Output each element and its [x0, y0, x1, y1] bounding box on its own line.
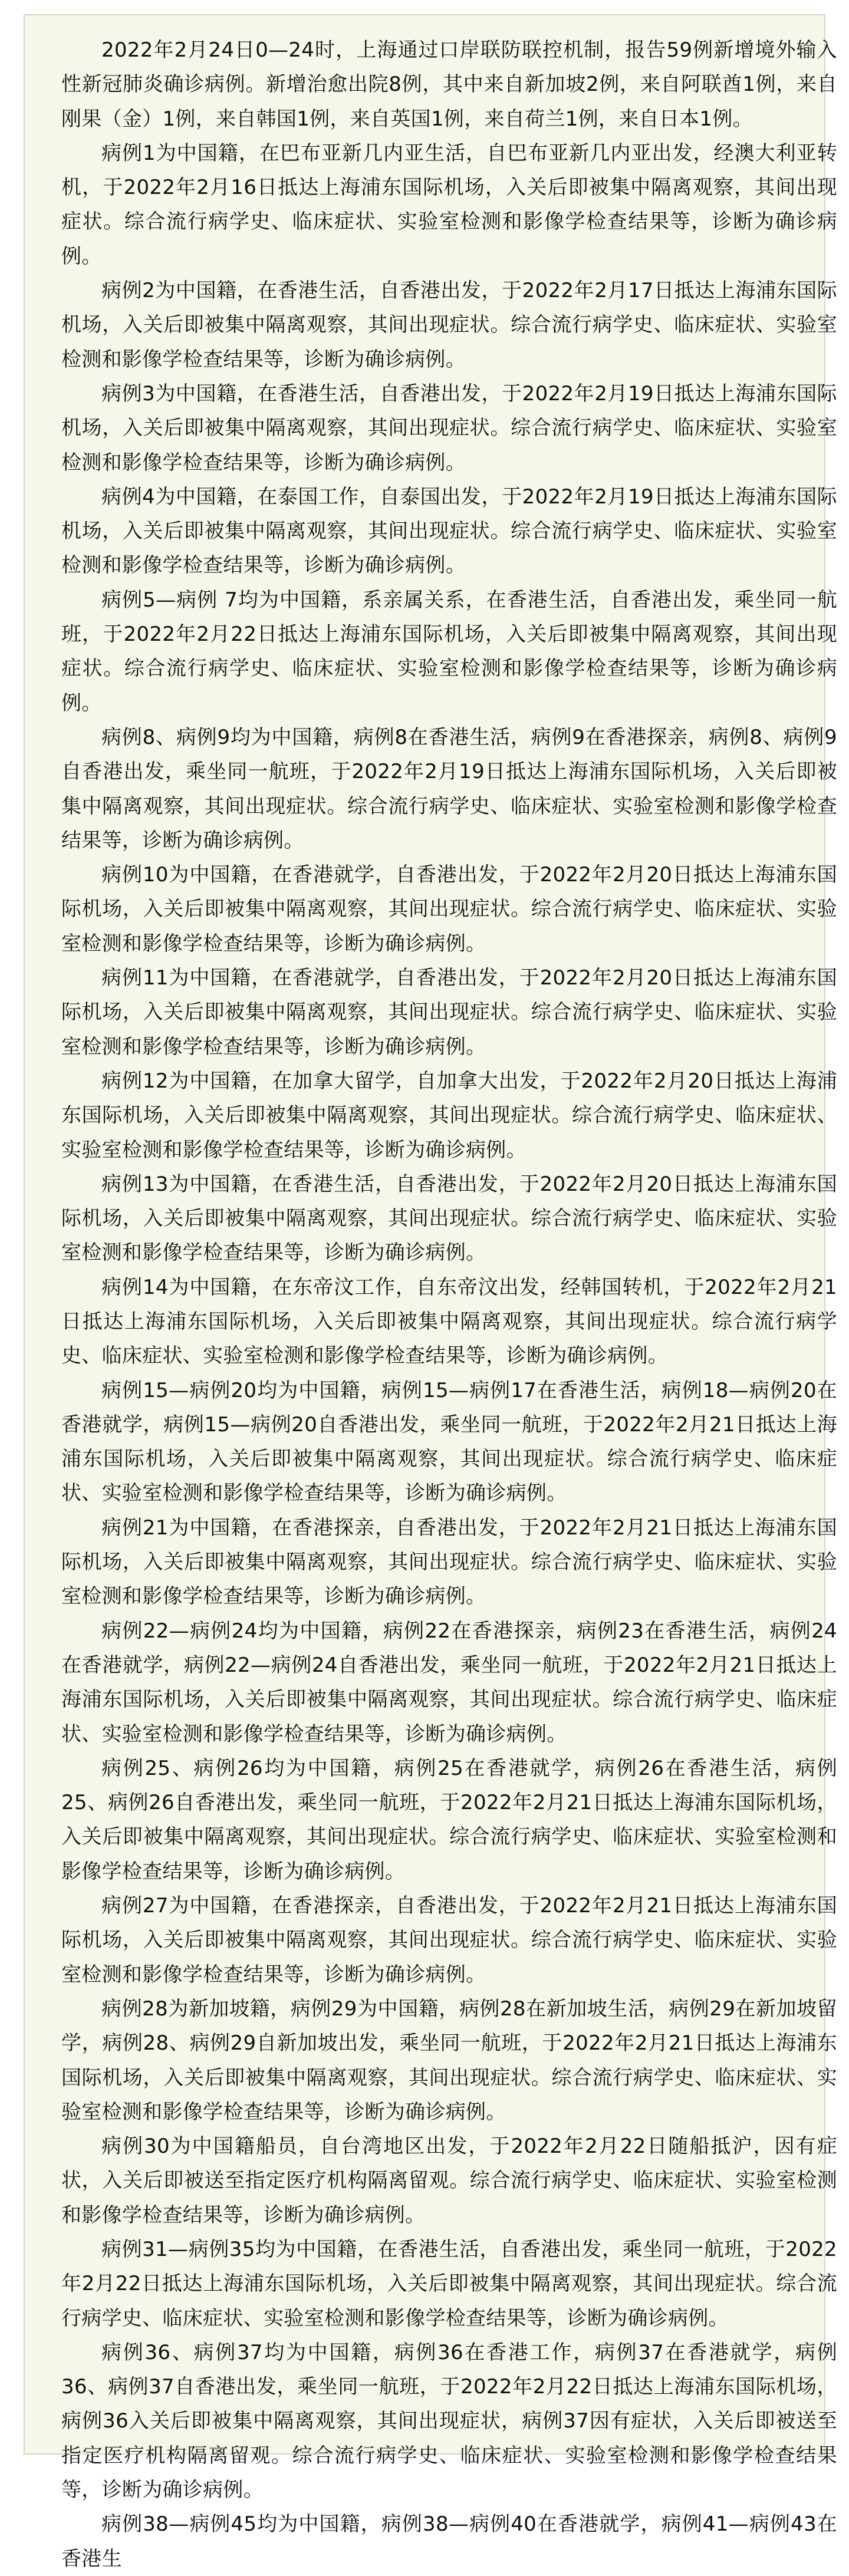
- paragraph: 病例31—病例35均为中国籍，在香港生活，自香港出发，乘坐同一航班，于2022年2月22日抵达上海浦东国际机场，入关后即被集中隔离观察，其间出现症状。综合流行病学史、临床症状、实验室检测和影像学检查结果等，诊断为确诊病例。: [61, 2238, 837, 2330]
- paragraph: 病例11为中国籍，在香港就学，自香港出发，于2022年2月20日抵达上海浦东国际机场，入关后即被集中隔离观察，其间出现症状。综合流行病学史、临床症状、实验室检测和影像学检查结果等，诊断为确诊病例。: [61, 966, 837, 1059]
- paragraph: 病例21为中国籍，在香港探亲，自香港出发，于2022年2月21日抵达上海浦东国际机场，入关后即被集中隔离观察，其间出现症状。综合流行病学史、临床症状、实验室检测和影像学检查结果等，诊断为确诊病例。: [61, 1516, 837, 1609]
- paragraph: 病例36、病例37均为中国籍，病例36在香港工作，病例37在香港就学，病例36、病例37自香港出发，乘坐同一航班，于2022年2月22日抵达上海浦东国际机场，病例36入关后即被集中隔离观察，其间出现症状，病例37因有症状，入关后即被送至指定医疗机构隔离留观。综合流行病学史、临床症状、实验室检测和影像学检查结果等，诊断为确诊病例。: [61, 2340, 837, 2502]
- paragraph: 病例30为中国籍船员，自台湾地区出发，于2022年2月22日随船抵沪，因有症状，入关后即被送至指定医疗机构隔离留观。综合流行病学史、临床症状、实验室检测和影像学检查结果等，诊断为确诊病例。: [61, 2134, 837, 2227]
- paragraph: 病例25、病例26均为中国籍，病例25在香港就学，病例26在香港生活，病例25、病例26自香港出发，乘坐同一航班，于2022年2月21日抵达上海浦东国际机场，入关后即被集中隔离观察，其间出现症状。综合流行病学史、临床症状、实验室检测和影像学检查结果等，诊断为确诊病例。: [61, 1756, 837, 1883]
- paragraph: 病例27为中国籍，在香港探亲，自香港出发，于2022年2月21日抵达上海浦东国际机场，入关后即被集中隔离观察，其间出现症状。综合流行病学史、临床症状、实验室检测和影像学检查结果等，诊断为确诊病例。: [61, 1894, 837, 1987]
- paragraph: 病例13为中国籍，在香港生活，自香港出发，于2022年2月20日抵达上海浦东国际机场，入关后即被集中隔离观察，其间出现症状。综合流行病学史、临床症状、实验室检测和影像学检查结果等，诊断为确诊病例。: [61, 1172, 837, 1265]
- article-panel: [24, 14, 837, 2571]
- paragraph: 病例8、病例9均为中国籍，病例8在香港生活，病例9在香港探亲，病例8、病例9自香港出发，乘坐同一航班，于2022年2月19日抵达上海浦东国际机场，入关后即被集中隔离观察，其间出现症状。综合流行病学史、临床症状、实验室检测和影像学检查结果等，诊断为确诊病例。: [61, 725, 837, 852]
- paragraph: 病例12为中国籍，在加拿大留学，自加拿大出发，于2022年2月20日抵达上海浦东国际机场，入关后即被集中隔离观察，其间出现症状。综合流行病学史、临床症状、实验室检测和影像学检查结果等，诊断为确诊病例。: [61, 1069, 837, 1162]
- paragraph: 病例22—病例24均为中国籍，病例22在香港探亲，病例23在香港生活，病例24在香港就学，病例22—病例24自香港出发，乘坐同一航班，于2022年2月21日抵达上海浦东国际机场，入关后即被集中隔离观察，其间出现症状。综合流行病学史、临床症状、实验室检测和影像学检查结果等，诊断为确诊病例。: [61, 1619, 837, 1746]
- paragraph: 病例1为中国籍，在巴布亚新几内亚生活，自巴布亚新几内亚出发，经澳大利亚转机，于2022年2月16日抵达上海浦东国际机场，入关后即被集中隔离观察，其间出现症状。综合流行病学史、临床症状、实验室检测和影像学检查结果等，诊断为确诊病例。: [61, 141, 837, 268]
- paragraph: 病例2为中国籍，在香港生活，自香港出发，于2022年2月17日抵达上海浦东国际机场，入关后即被集中隔离观察，其间出现症状。综合流行病学史、临床症状、实验室检测和影像学检查结果等，诊断为确诊病例。: [61, 279, 837, 371]
- paragraph: 病例28为新加坡籍，病例29为中国籍，病例28在新加坡生活，病例29在新加坡留学，病例28、病例29自新加坡出发，乘坐同一航班，于2022年2月21日抵达上海浦东国际机场，入关后即被集中隔离观察，其间出现症状。综合流行病学史、临床症状、实验室检测和影像学检查结果等，诊断为确诊病例。: [61, 1997, 837, 2124]
- paragraph: 病例10为中国籍，在香港就学，自香港出发，于2022年2月20日抵达上海浦东国际机场，入关后即被集中隔离观察，其间出现症状。综合流行病学史、临床症状、实验室检测和影像学检查结果等，诊断为确诊病例。: [61, 863, 837, 956]
- paragraph: 病例3为中国籍，在香港生活，自香港出发，于2022年2月19日抵达上海浦东国际机场，入关后即被集中隔离观察，其间出现症状。综合流行病学史、临床症状、实验室检测和影像学检查结果等，诊断为确诊病例。: [61, 381, 837, 475]
- paragraph: 2022年2月24日0—24时，上海通过口岸联防联控机制，报告59例新增境外输入性新冠肺炎确诊病例。新增治愈出院8例，其中来自新加坡2例，来自阿联酋1例，来自刚果（金）1例，来自韩国1例，来自英国1例，来自荷兰1例，来自日本1例。: [61, 38, 837, 131]
- paragraph: 病例5—病例 7均为中国籍，系亲属关系，在香港生活，自香港出发，乘坐同一航班，于2022年2月22日抵达上海浦东国际机场，入关后即被集中隔离观察，其间出现症状。综合流行病学史、临床症状、实验室检测和影像学检查结果等，诊断为确诊病例。: [61, 588, 837, 715]
- article-body: [61, 33, 837, 2576]
- paragraph: 病例38—病例45均为中国籍，病例38—病例40在香港就学，病例41—病例43在香港生: [61, 2512, 837, 2571]
- paragraph: 病例14为中国籍，在东帝汶工作，自东帝汶出发，经韩国转机，于2022年2月21日抵达上海浦东国际机场，入关后即被集中隔离观察，其间出现症状。综合流行病学史、临床症状、实验室检测和影像学检查结果等，诊断为确诊病例。: [61, 1275, 837, 1368]
- paragraph: 病例15—病例20均为中国籍，病例15—病例17在香港生活，病例18—病例20在香港就学，病例15—病例20自香港出发，乘坐同一航班，于2022年2月21日抵达上海浦东国际机场，入关后即被集中隔离观察，其间出现症状。综合流行病学史、临床症状、实验室检测和影像学检查结果等，诊断为确诊病例。: [61, 1378, 837, 1506]
- paragraph: 病例4为中国籍，在泰国工作，自泰国出发，于2022年2月19日抵达上海浦东国际机场，入关后即被集中隔离观察，其间出现症状。综合流行病学史、临床症状、实验室检测和影像学检查结果等，诊断为确诊病例。: [61, 485, 837, 578]
